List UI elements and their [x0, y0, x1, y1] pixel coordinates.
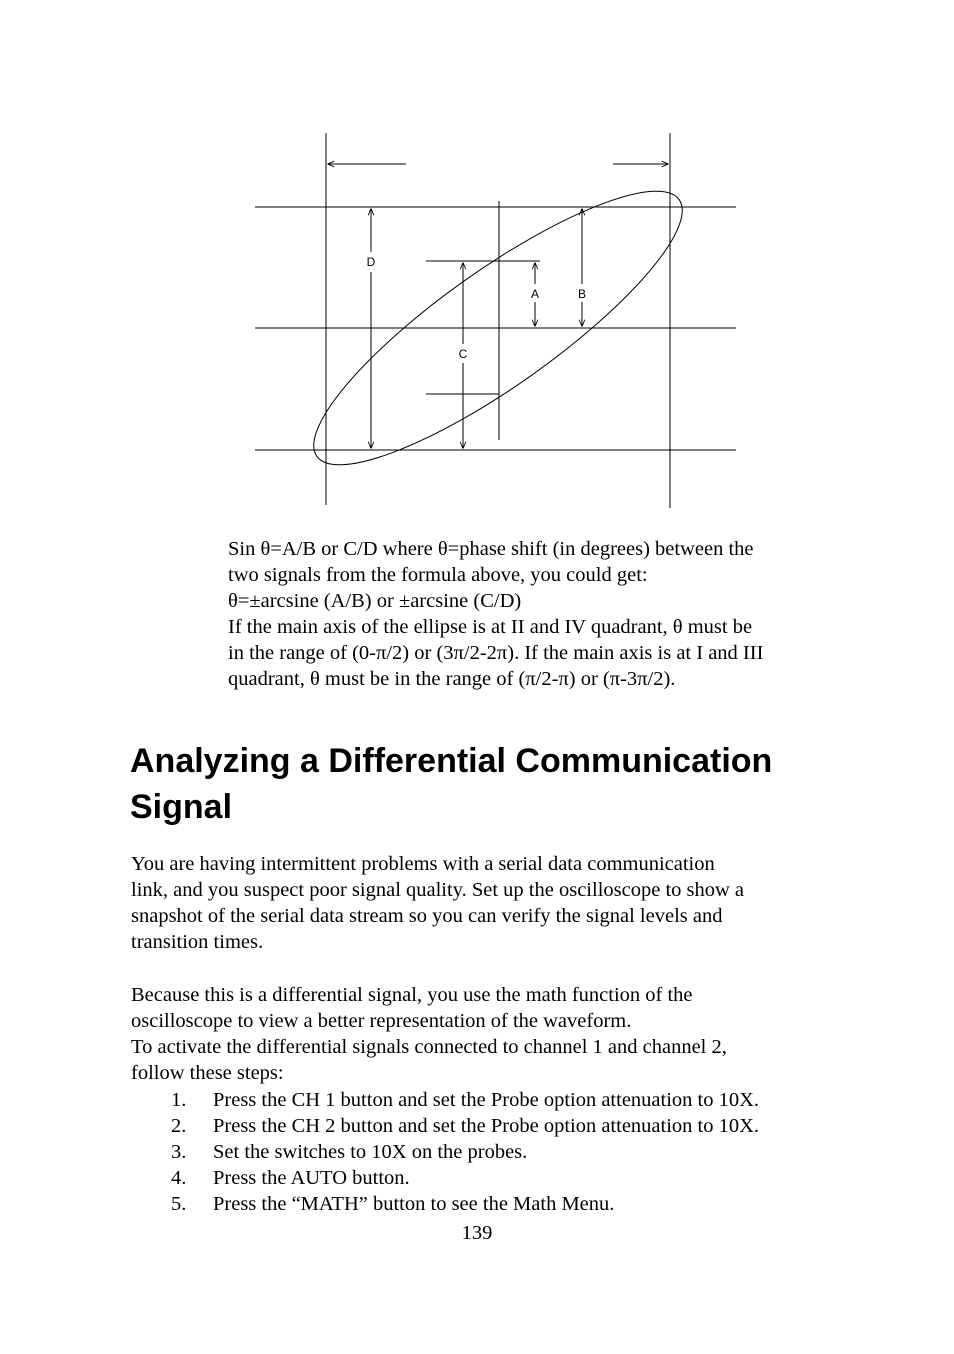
step-number: 4.: [171, 1167, 187, 1189]
formula-line: θ=±arcsine (A/B) or ±arcsine (C/D): [228, 590, 522, 612]
formula-line: Sin θ=A/B or C/D where θ=phase shift (in degrees) between the: [228, 538, 754, 560]
formula-line: If the main axis of the ellipse is at II and IV quadrant, θ must be: [228, 616, 753, 638]
list-item: [131, 1139, 851, 1165]
math-function-paragraph: [131, 982, 851, 1086]
step-number: 3.: [171, 1141, 187, 1163]
label-c: C: [458, 347, 468, 361]
label-d: D: [366, 255, 376, 269]
paragraph-line: follow these steps:: [131, 1062, 284, 1084]
paragraph-line: You are having intermittent problems with a serial data communication: [131, 853, 715, 875]
page-number: 139: [461, 1222, 493, 1244]
label-b: B: [577, 287, 587, 301]
label-a: A: [530, 287, 540, 301]
step-text: Press the “MATH” button to see the Math Menu.: [213, 1193, 615, 1215]
step-number: 5.: [171, 1193, 187, 1215]
paragraph-line: oscilloscope to view a better representation of the waveform.: [131, 1010, 632, 1032]
paragraph-line: To activate the differential signals connected to channel 1 and channel 2,: [131, 1036, 727, 1058]
step-text: Press the CH 1 button and set the Probe option attenuation to 10X.: [213, 1089, 760, 1111]
list-item: [131, 1087, 851, 1113]
step-text: Press the AUTO button.: [213, 1167, 410, 1189]
phase-formula-text: [228, 536, 848, 692]
section-title: Analyzing a Differential Communication Signal: [130, 742, 773, 826]
step-number: 1.: [171, 1089, 187, 1111]
step-text: Set the switches to 10X on the probes.: [213, 1141, 528, 1163]
formula-line: two signals from the formula above, you could get:: [228, 564, 648, 586]
paragraph-line: snapshot of the serial data stream so you can verify the signal levels and: [131, 905, 723, 927]
paragraph-line: transition times.: [131, 931, 264, 953]
paragraph-line: link, and you suspect poor signal quality. Set up the oscilloscope to show a: [131, 879, 745, 901]
list-item: [131, 1113, 851, 1139]
step-number: 2.: [171, 1115, 187, 1137]
steps-list: [131, 1087, 851, 1217]
formula-line: quadrant, θ must be in the range of (π/2-π) or (π-3π/2).: [228, 668, 676, 690]
step-text: Press the CH 2 button and set the Probe option attenuation to 10X.: [213, 1115, 760, 1137]
paragraph-line: Because this is a differential signal, you use the math function of the: [131, 984, 693, 1006]
intro-paragraph: [131, 851, 851, 955]
formula-line: in the range of (0-π/2) or (3π/2-2π). If the main axis is at I and III: [228, 642, 764, 664]
list-item: [131, 1191, 851, 1217]
lissajous-phase-diagram: [0, 0, 954, 520]
list-item: [131, 1165, 851, 1191]
